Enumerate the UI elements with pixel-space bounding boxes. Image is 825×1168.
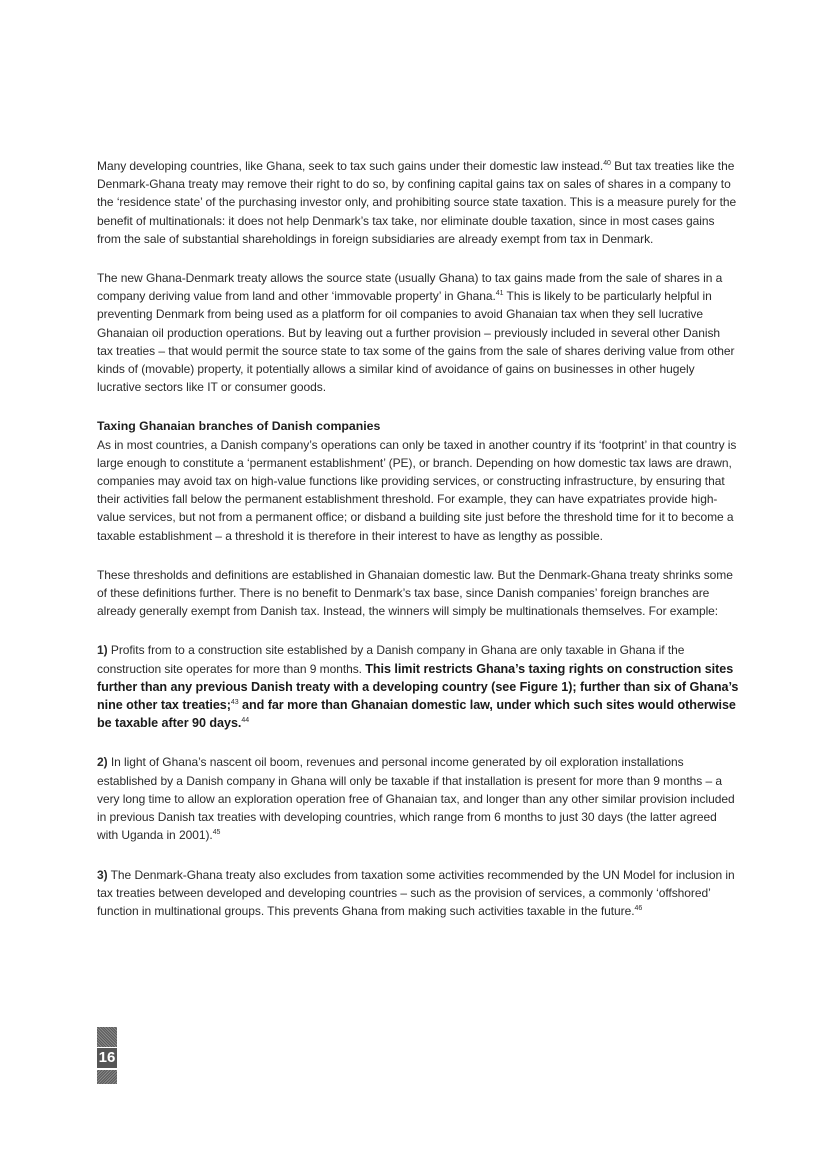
section-heading: Taxing Ghanaian branches of Danish companies xyxy=(97,419,381,434)
decorative-block-top xyxy=(97,1027,117,1047)
paragraph-text: The Denmark-Ghana treaty also excludes from taxation some activities recommended by the UN Model for inclusion in tax treaties between developed and developing countries – such as the provision of services, a commonly ‘offshored’ function in multinational groups. This prevents Ghana from making such activities taxable in the future. xyxy=(97,867,735,918)
footnote-ref: 40 xyxy=(603,160,611,167)
paragraph-text: The new Ghana-Denmark treaty allows the source state (usually Ghana) to tax gains made from the sale of shares in a company deriving value from land and other ‘immovable property’ in Ghana. xyxy=(97,271,723,304)
footnote-ref: 44 xyxy=(241,717,250,725)
paragraph-text: In light of Ghana’s nascent oil boom, revenues and personal income generated by oil exploration installations established by a Danish company in Ghana will only be taxable if that installation is present for more than 9 months – a very long time to allow an exploration operation free of Ghanaian tax, and longer than any other similar provision included in previous Danish tax treaties with developing countries, which range from 6 months to just 30 days (the latter agreed with Uganda in 2001). xyxy=(97,755,735,843)
paragraph-text: But tax treaties like the Denmark-Ghana treaty may remove their right to do so, by confining capital gains tax on sales of shares in a company to the ‘residence state’ of the purchasing investor only, and prohibiting source state taxation. This is a measure purely for the benefit of multinationals: it does not help Denmark’s tax take, nor eliminate double taxation, since in most cases gains from the sale of substantial shareholdings in foreign subsidiaries are already exempt from tax in Denmark. xyxy=(97,159,737,246)
paragraph-text: This is likely to be particularly helpful in preventing Denmark from being used as a platform for oil companies to avoid Ghanaian tax when they sell lucrative Ghanaian oil production operations. But by leaving out a further provision – previously included in several other Danish tax treaties – that would permit the source state to tax some of the gains from the sale of shares deriving value from other kinds of (movable) property, it potentially allows a similar kind of avoidance of gains on businesses in other hugely lucrative sectors like IT or consumer goods. xyxy=(97,289,735,395)
page-number: 16 xyxy=(98,1049,116,1066)
footnote-ref: 45 xyxy=(212,829,221,837)
footnote-ref: 41 xyxy=(495,290,504,298)
bold-text: This limit restricts Ghana’s taxing rights on construction sites further than any previous Danish treaty with a developing country (see Figure 1); further than six of Ghana’s nine other tax treaties; xyxy=(97,661,739,713)
list-item-construction-sites xyxy=(97,641,739,732)
paragraph-capital-gains xyxy=(97,157,739,248)
footnote-ref: 43 xyxy=(230,699,239,707)
list-item-number: 1) xyxy=(97,643,108,658)
bold-text: and far more than Ghanaian domestic law, under which such sites would otherwise be taxable after 90 days. xyxy=(97,698,736,731)
paragraph-text: Profits from to a construction site established by a Danish company in Ghana are only taxable in Ghana if the construction site operates for more than 9 months. xyxy=(97,643,685,676)
paragraph-text: As in most countries, a Danish company’s operations can only be taxed in another country if its ‘footprint’ in that country is large enough to constitute a ‘permanent establishment’ (PE), or branch. Depending on how domestic tax laws are drawn, companies may avoid tax on high-value functions like providing services, or constructing infrastructure, by ensuring that their activities fall below the permanent establishment threshold. For example, they can have expatriates provide high-value services, but not from a permanent office; or disband a building site just before the threshold time for it to become a taxable establishment – a threshold it is therefore in their interest to have as lengthy as possible. xyxy=(97,437,737,543)
paragraph-text: Many developing countries, like Ghana, seek to tax such gains under their domestic law instead. xyxy=(97,159,604,173)
decorative-block-bottom xyxy=(97,1070,117,1084)
paragraph-immovable-property xyxy=(97,269,739,396)
list-item-oil-exploration xyxy=(97,753,739,844)
paragraph-thresholds xyxy=(97,566,739,621)
list-item-number: 2) xyxy=(97,755,108,770)
page-number-tab xyxy=(97,1027,117,1084)
paragraph-permanent-establishment xyxy=(97,436,739,545)
list-item-number: 3) xyxy=(97,867,108,882)
document-body xyxy=(97,157,739,941)
paragraph-text: These thresholds and definitions are established in Ghanaian domestic law. But the Denmark-Ghana treaty shrinks some of these definitions further. There is no benefit to Denmark’s tax base, since Danish companies’ foreign branches are already generally exempt from Danish tax. Instead, the winners will simply be multinationals themselves. For example: xyxy=(97,567,733,619)
list-item-services-exclusion xyxy=(97,866,739,921)
footnote-ref: 46 xyxy=(634,904,643,912)
